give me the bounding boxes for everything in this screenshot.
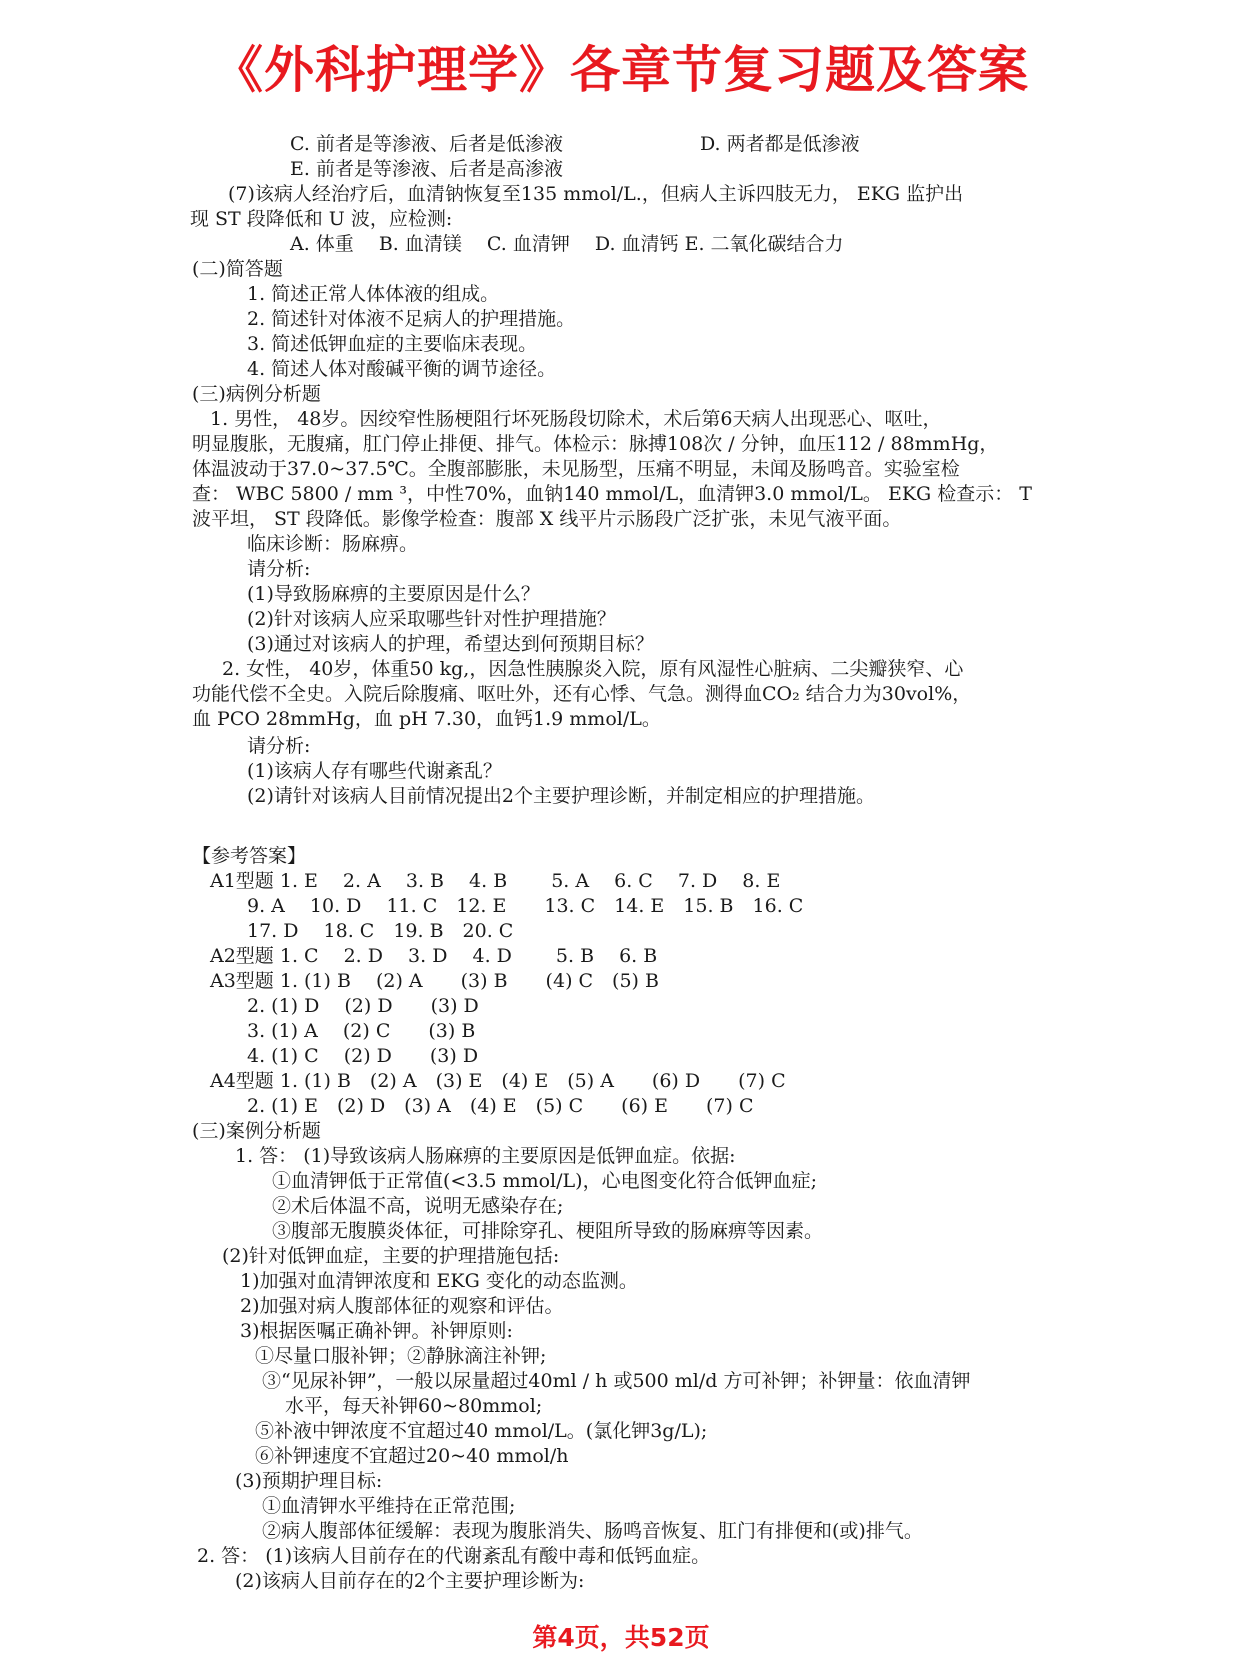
case-1-diagnosis: 临床诊断：肠麻痹。 <box>247 533 419 555</box>
case-1-question: (3)通过对该病人的护理，希望达到何预期目标？ <box>247 633 654 655</box>
answers-a2-line: A2型题 1. C 2. D 3. D 4. D 5. B 6. B <box>210 945 658 967</box>
case-1-paragraph-line: 1. 男性， 48岁。因绞窄性肠梗阻行坏死肠段切除术，术后第6天病人出现恶心、呕吐， <box>210 408 942 430</box>
answers-a1-line: 17. D 18. C 19. B 20. C <box>247 920 514 942</box>
answer-1-line: ⑤补液中钾浓度不宜超过40 mmol/L。(氯化钾3g/L); <box>255 1420 708 1442</box>
answer-1-line: ③腹部无腹膜炎体征，可排除穿孔、梗阻所导致的肠麻痹等因素。 <box>272 1220 824 1242</box>
short-answer-item: 2. 简述针对体液不足病人的护理措施。 <box>247 308 576 330</box>
answer-1-line: ②术后体温不高，说明无感染存在; <box>272 1195 564 1217</box>
answer-1-line: ①血清钾低于正常值(<3.5 mmol/L)，心电图变化符合低钾血症; <box>272 1170 817 1192</box>
short-answer-item: 1. 简述正常人体体液的组成。 <box>247 283 500 305</box>
short-answer-item: 3. 简述低钾血症的主要临床表现。 <box>247 333 538 355</box>
answers-a4-line: 2. (1) E (2) D (3) A (4) E (5) C (6) E (7) C <box>247 1095 754 1117</box>
section-case-analysis-heading: (三)病例分析题 <box>192 383 321 405</box>
answer-2-line: (2)该病人目前存在的2个主要护理诊断为: <box>235 1570 585 1592</box>
answer-1-line: (3)预期护理目标: <box>235 1470 383 1492</box>
answers-a3-line: A3型题 1. (1) B (2) A (3) B (4) C (5) B <box>210 970 659 992</box>
case-2-question: (1)该病人存有哪些代谢紊乱？ <box>247 760 502 782</box>
case-1-paragraph-line: 明显腹胀，无腹痛，肛门停止排便、排气。体检示：脉搏108次 / 分钟，血压112 / 88mmHg， <box>192 433 999 455</box>
case-2-paragraph-line: 2. 女性， 40岁，体重50 kg,，因急性胰腺炎入院，原有风湿性心脏病、二尖瓣狭窄、心 <box>222 658 964 680</box>
answer-1-line: ③“见尿补钾”，一般以尿量超过40ml / h 或500 ml/d 方可补钾；补钾量：依血清钾 <box>262 1370 971 1392</box>
page-number-footer: 第4页，共52页 <box>532 1623 710 1652</box>
answer-1-line: 1. 答： (1)导致该病人肠麻痹的主要原因是低钾血症。依据: <box>235 1145 736 1167</box>
question-7-line: (7)该病人经治疗后，血清钠恢复至135 mmol/L.，但病人主诉四肢无力， EKG 监护出 <box>228 183 964 205</box>
case-1-paragraph-line: 波平坦， ST 段降低。影像学检查：腹部 X 线平片示肠段广泛扩张，未见气液平面。 <box>192 508 902 530</box>
case-2-question: (2)请针对该病人目前情况提出2个主要护理诊断，并制定相应的护理措施。 <box>247 785 876 807</box>
document-title: 《外科护理学》各章节复习题及答案 <box>213 41 1029 99</box>
answer-1-line: 3)根据医嘱正确补钾。补钾原则: <box>240 1320 513 1342</box>
answer-1-line: ①尽量口服补钾；②静脉滴注补钾; <box>255 1345 547 1367</box>
answers-a3-line: 3. (1) A (2) C (3) B <box>247 1020 476 1042</box>
case-1-question: (1)导致肠麻痹的主要原因是什么？ <box>247 583 540 605</box>
option-e-line: E. 前者是等渗液、后者是高渗液 <box>290 158 563 180</box>
answer-1-line: ①血清钾水平维持在正常范围; <box>262 1495 516 1517</box>
case-1-paragraph-line: 体温波动于37.0~37.5℃。全腹部膨胀，未见肠型，压痛不明显，未闻及肠鸣音。实验室检 <box>192 458 960 480</box>
answers-a1-line: 9. A 10. D 11. C 12. E 13. C 14. E 15. B 16. C <box>247 895 804 917</box>
answers-case-heading: (三)案例分析题 <box>192 1120 321 1142</box>
case-2-prompt: 请分析: <box>247 735 311 757</box>
answer-2-line: 2. 答： (1)该病人目前存在的代谢紊乱有酸中毒和低钙血症。 <box>197 1545 711 1567</box>
answer-1-line: ②病人腹部体征缓解：表现为腹胀消失、肠鸣音恢复、肛门有排便和(或)排气。 <box>262 1520 923 1542</box>
case-2-paragraph-line: 功能代偿不全史。入院后除腹痛、呕吐外，还有心悸、气急。测得血CO₂ 结合力为30vol%， <box>192 683 972 705</box>
option-c-line: C. 前者是等渗液、后者是低渗液 <box>290 133 563 155</box>
answers-a3-line: 4. (1) C (2) D (3) D <box>247 1045 479 1067</box>
section-short-answer-heading: (二)简答题 <box>192 258 283 280</box>
case-1-paragraph-line: 查： WBC 5800 / mm ³，中性70%，血钠140 mmol/L，血清钾3.0 mmol/L。 EKG 检查示： T <box>192 483 1032 505</box>
option-d-line: D. 两者都是低渗液 <box>700 133 860 155</box>
case-2-paragraph-line: 血 PCO 28mmHg，血 pH 7.30，血钙1.9 mmol/L。 <box>192 708 661 730</box>
question-7-continuation: 现 ST 段降低和 U 波，应检测: <box>190 208 453 230</box>
answer-1-line: 1)加强对血清钾浓度和 EKG 变化的动态监测。 <box>240 1270 638 1292</box>
answers-a4-line: A4型题 1. (1) B (2) A (3) E (4) E (5) A (6) D (7) C <box>210 1070 786 1092</box>
answers-a1-line: A1型题 1. E 2. A 3. B 4. B 5. A 6. C 7. D 8. E <box>210 870 781 892</box>
answer-1-line: (2)针对低钾血症，主要的护理措施包括: <box>222 1245 560 1267</box>
answer-1-line: ⑥补钾速度不宜超过20~40 mmol/h <box>255 1445 569 1467</box>
short-answer-item: 4. 简述人体对酸碱平衡的调节途径。 <box>247 358 557 380</box>
case-1-question: (2)针对该病人应采取哪些针对性护理措施？ <box>247 608 616 630</box>
answer-1-line: 2)加强对病人腹部体征的观察和评估。 <box>240 1295 564 1317</box>
answer-1-line: 水平，每天补钾60~80mmol; <box>285 1395 543 1417</box>
answers-a3-line: 2. (1) D (2) D (3) D <box>247 995 479 1017</box>
question-7-options: A. 体重 B. 血清镁 C. 血清钾 D. 血清钙 E. 二氧化碳结合力 <box>290 233 844 255</box>
answers-heading: 【参考答案】 <box>192 845 307 867</box>
case-1-prompt: 请分析: <box>247 558 311 580</box>
